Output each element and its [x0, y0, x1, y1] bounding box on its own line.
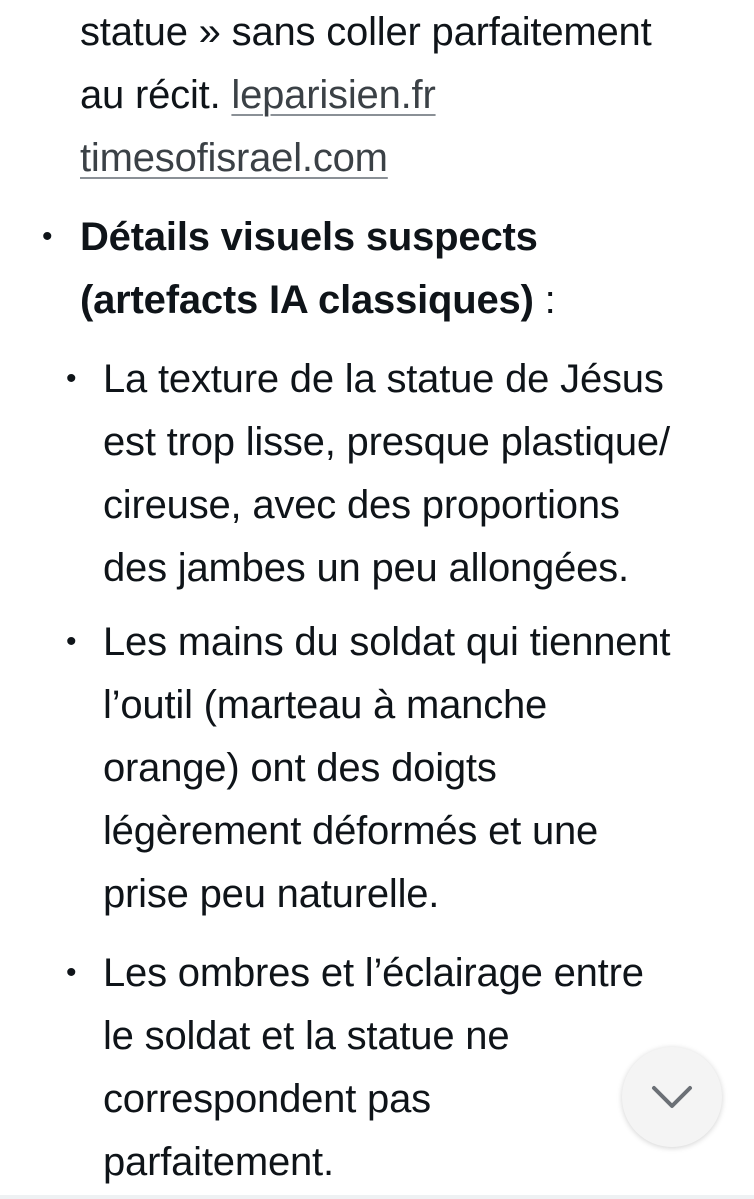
sub-bullet-marker: •: [66, 956, 77, 989]
list-item-line: cireuse, avec des proportions: [103, 483, 620, 527]
chevron-down-icon: [650, 1083, 694, 1111]
sub-bullet-marker: •: [66, 362, 77, 395]
bullet-marker: •: [42, 220, 53, 253]
list-item-line: La texture de la statue de Jésus: [103, 357, 664, 401]
list-item-line: légèrement déformés et une: [103, 809, 599, 853]
section-title-bold: (artefacts IA classiques): [80, 278, 534, 322]
section-title: Détails visuels suspects: [80, 215, 538, 259]
paragraph-line: statue » sans coller parfaitement: [80, 10, 652, 54]
paragraph-line: [80, 126, 388, 190]
list-item-line: est trop lisse, presque plastique/: [103, 420, 670, 464]
list-item-line: orange) ont des doigts: [103, 746, 497, 790]
bottom-divider: [0, 1195, 754, 1199]
section-title-line: [80, 268, 556, 332]
scroll-down-button[interactable]: [622, 1047, 722, 1147]
list-item-line: parfaitement.: [103, 1140, 334, 1184]
list-item-line: prise peu naturelle.: [103, 872, 440, 916]
list-item-line: Les ombres et l’éclairage entre: [103, 951, 644, 995]
sub-bullet-marker: •: [66, 625, 77, 658]
source-link-timesofisrael[interactable]: timesofisrael.com: [80, 136, 388, 180]
paragraph-line: [80, 63, 436, 127]
source-link-leparisien[interactable]: leparisien.fr: [231, 73, 436, 117]
list-item-line: correspondent pas: [103, 1077, 431, 1121]
list-item-line: l’outil (marteau à manche: [103, 683, 548, 727]
list-item-line: Les mains du soldat qui tiennent: [103, 620, 671, 664]
list-item-line: des jambes un peu allongées.: [103, 546, 629, 590]
list-item-line: le soldat et la statue ne: [103, 1014, 510, 1058]
section-title-colon: :: [533, 278, 556, 322]
paragraph-text: au récit.: [80, 73, 232, 117]
